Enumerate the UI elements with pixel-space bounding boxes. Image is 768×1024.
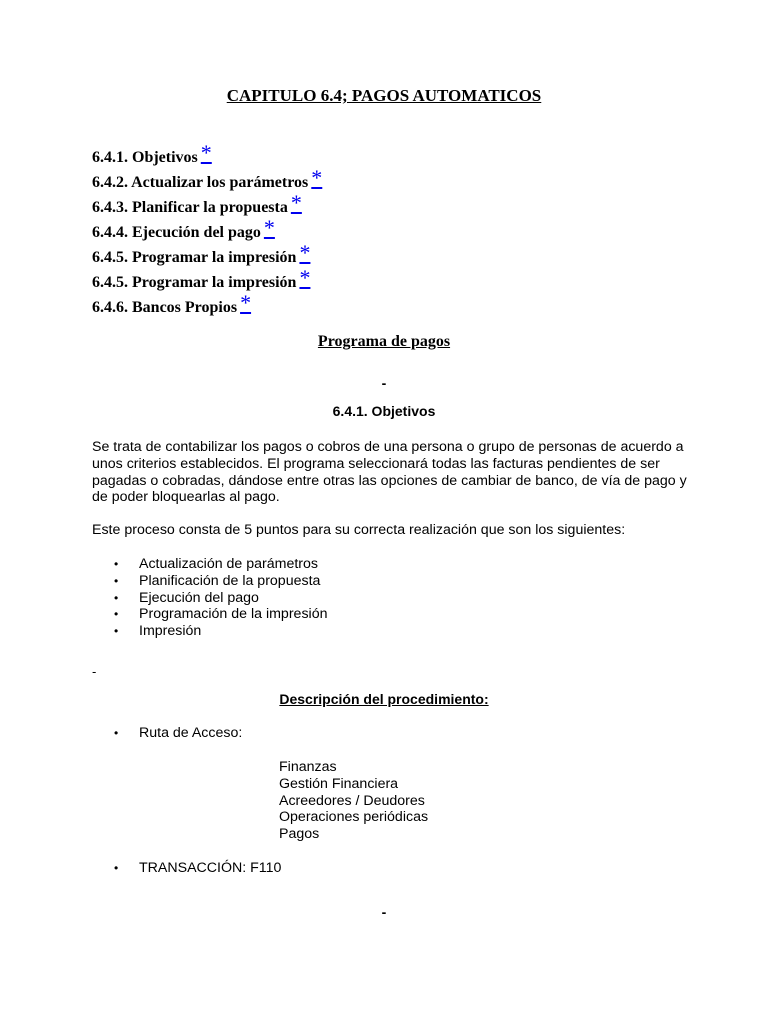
list-item: • Ejecución del pago <box>114 590 327 607</box>
toc-link[interactable]: * <box>263 215 275 240</box>
toc-item <box>92 215 322 240</box>
route-step: Finanzas <box>279 759 337 775</box>
toc-item <box>92 165 322 190</box>
route-step: Pagos <box>279 826 320 843</box>
list-item: • Actualización de parámetros <box>114 556 327 573</box>
toc-item-label: 6.4.6. Bancos Propios <box>92 299 238 316</box>
table-of-contents <box>92 140 322 315</box>
route-step: Operaciones periódicas <box>279 809 429 826</box>
chapter-title: CAPITULO 6.4; PAGOS AUTOMATICOS <box>226 86 542 105</box>
toc-item <box>92 290 322 315</box>
toc-link[interactable]: * <box>240 290 252 315</box>
separator: - <box>381 904 387 920</box>
procedure-title: Descripción del procedimiento: <box>279 691 489 707</box>
toc-item <box>92 240 322 265</box>
toc-item-label: 6.4.5. Programar la impresión <box>92 249 297 266</box>
toc-item <box>92 140 322 165</box>
section-title: 6.4.1. Objetivos <box>332 403 436 419</box>
toc-item <box>92 265 322 290</box>
toc-item-label: 6.4.3. Planificar la propuesta <box>92 199 288 216</box>
toc-link[interactable]: * <box>311 165 323 190</box>
transaction-code: • TRANSACCIÓN: F110 <box>114 860 281 877</box>
route-step: Acreedores / Deudores <box>279 792 425 809</box>
toc-item <box>92 190 322 215</box>
toc-item-label: 6.4.4. Ejecución del pago <box>92 224 261 241</box>
toc-link[interactable]: * <box>290 190 302 215</box>
separator: - <box>381 375 387 391</box>
toc-item-label: 6.4.5. Programar la impresión <box>92 274 297 291</box>
list-item: • Programación de la impresión <box>114 606 327 623</box>
route-path <box>279 759 428 843</box>
route-label: • Ruta de Acceso: <box>114 725 242 742</box>
toc-link[interactable]: * <box>299 240 311 265</box>
route-step: Gestión Financiera <box>279 775 399 792</box>
toc-item-label: 6.4.1. Objetivos <box>92 149 198 166</box>
process-paragraph: Este proceso consta de 5 puntos para su correcta realización que son los siguientes: <box>92 522 626 538</box>
program-title: Programa de pagos <box>317 333 451 350</box>
toc-link[interactable]: * <box>299 265 311 290</box>
objectives-paragraph: Se trata de contabilizar los pagos o cobros de una persona o grupo de personas de acuerdo a unos criterios establecidos. El programa seleccionará todas las facturas pendientes de ser pagadas o cobradas, dándose entre otras las opciones de cambiar de banco, de vía de pago y de poder bloquearlas al pago. <box>92 439 687 506</box>
steps-list <box>114 556 327 640</box>
route-list <box>114 725 242 742</box>
list-item: • Impresión <box>114 623 327 640</box>
list-item: • Planificación de la propuesta <box>114 573 327 590</box>
transaction-list <box>114 860 281 877</box>
separator: - <box>92 664 97 679</box>
toc-link[interactable]: * <box>200 140 212 165</box>
toc-item-label: 6.4.2. Actualizar los parámetros <box>92 174 309 191</box>
